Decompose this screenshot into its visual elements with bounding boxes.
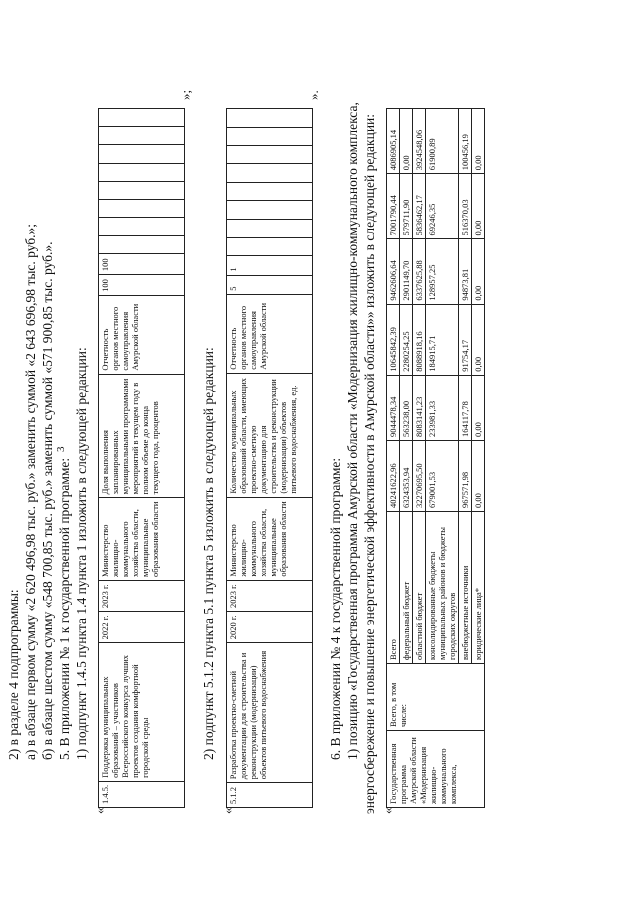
text-line-1: 2) в разделе 4 подпрограммы:: [6, 589, 21, 760]
funding-label: федеральный бюджет: [400, 512, 413, 664]
empty-cell: [227, 182, 313, 200]
executor: Министерство жилищно-коммунального хозяйства области, муниципальные образования области: [99, 498, 185, 581]
row-number: 1.4.5.: [99, 781, 185, 807]
funding-label: консолидированные бюджеты муниципальных районов и бюджеты городских округов: [426, 512, 459, 664]
funding-label: внебюджетные источники: [459, 512, 472, 664]
open-quote-1: «: [92, 807, 107, 814]
rotated-content: [6, 10, 606, 900]
report-source: Отчетность органов местного самоуправления Амурской области: [227, 294, 313, 373]
empty-cell: [227, 201, 313, 219]
funding-value: 69246,35: [426, 174, 459, 239]
empty-cell: [227, 238, 313, 256]
text-line-9: энергосбережение и повышение энергетической эффективности в Амурской области»» изложить в следующей редакции:: [362, 113, 377, 814]
funding-value: 5836462,17: [413, 174, 426, 239]
empty-cell: [227, 145, 313, 163]
table-subitem-1-4-5: [98, 108, 185, 808]
empty-cell: [99, 236, 185, 254]
empty-cell: [99, 199, 185, 217]
close-quote-1: »;: [178, 89, 193, 100]
funding-value: 0,00: [472, 239, 485, 304]
text-line-3: б) в абзаце шестом сумму «548 700,85 тыс. руб.» заменить суммой «571 900,85 тыс. руб.».: [40, 241, 55, 760]
funding-value: 32270695,50: [413, 440, 426, 511]
funding-value: 10645842,39: [387, 304, 400, 375]
funding-value: 967571,98: [459, 440, 472, 511]
empty-cell: [99, 163, 185, 181]
text-line-4: 5. В приложении № 1 к государственной программе:: [57, 457, 72, 760]
empty-cell: [99, 181, 185, 199]
funding-value: 0,00: [472, 440, 485, 511]
empty-cell: [99, 109, 185, 127]
funding-label: Всего: [387, 512, 400, 664]
funding-value: 563238,00: [400, 375, 413, 440]
table-program-funding: [386, 108, 485, 808]
funding-value: 164117,78: [459, 375, 472, 440]
text-line-7: 6. В приложении № 4 к государственной программе:: [328, 457, 343, 760]
funding-value: 61900,89: [426, 109, 459, 174]
funding-value: 6337625,88: [413, 239, 426, 304]
table-subitem-5-1-2: [226, 108, 313, 808]
text-line-2: а) в абзаце первом сумму «2 620 496,98 тыс. руб.» заменить суммой «2 643 696,98 тыс. руб.»;: [23, 223, 38, 760]
indicator: Доля выполнения запланированных муниципальными программами мероприятий в текущем году в полном объеме до конца текущего года, процентов: [99, 374, 185, 498]
value-1: 5: [227, 275, 313, 294]
funding-value: 128957,25: [426, 239, 459, 304]
funding-value: 516370,03: [459, 174, 472, 239]
empty-cell: [227, 164, 313, 182]
text-line-8: 1) позицию «Государственная программа Амурской области «Модернизация жилищно-коммунального комплекса,: [345, 102, 360, 760]
funding-label: юридические лица*: [472, 512, 485, 664]
empty-cell: [99, 145, 185, 163]
funding-value: 233981,33: [426, 375, 459, 440]
report-source: Отчетность органов местного самоуправления Амурской области: [99, 295, 185, 374]
empty-cell: [227, 127, 313, 145]
empty-cell: [227, 219, 313, 237]
funding-value: 0,00: [472, 109, 485, 174]
empty-cell: [99, 218, 185, 236]
event-name: Разработка проектно-сметной документации для строительства и реконструкции (модернизации) объектов питьевого водоснабжения: [227, 643, 313, 783]
indicator: Количество муниципальных образований области, имеющих проектно-сметную документацию для строительства и реконструкции (модернизации) объектов питьевого водоснабжения, ед.: [227, 373, 313, 497]
funding-value: 2280254,25: [400, 304, 413, 375]
funding-value: 0,00: [472, 174, 485, 239]
funding-value: 94873,81: [459, 239, 472, 304]
funding-value: 9462606,64: [387, 239, 400, 304]
funding-value: 0,00: [472, 375, 485, 440]
funding-value: 3924548,06: [413, 109, 426, 174]
start-year: 2022 г.: [99, 612, 185, 643]
funding-value: 40241622,96: [387, 440, 400, 511]
funding-value: 100456,19: [459, 109, 472, 174]
funding-value: 679001,53: [426, 440, 459, 511]
funding-value: 7001790,44: [387, 174, 400, 239]
funding-value: 91754,17: [459, 304, 472, 375]
event-name: Поддержка муниципальных образований – участников Всероссийского конкурса лучших проектов создания комфортной городской среды: [99, 643, 185, 782]
start-year: 2020 г.: [227, 611, 313, 642]
value-2: 1: [227, 256, 313, 275]
empty-cell: [227, 109, 313, 128]
funding-value: 184915,71: [426, 304, 459, 375]
open-quote-2: «: [220, 807, 235, 814]
empty-cell: [99, 127, 185, 145]
executor: Министерство жилищно-коммунального хозяйства области, муниципальные образования области: [227, 497, 313, 580]
open-quote-3: «: [380, 807, 395, 814]
funding-value: 8083141,23: [413, 375, 426, 440]
funding-value: 579711,90: [400, 174, 413, 239]
total-label: Всего, в том числе:: [387, 664, 485, 731]
program-name: Государственная программа Амурской области «Модернизация жилищно-коммунального комплекса,: [387, 731, 485, 808]
funding-label: областной бюджет: [413, 512, 426, 664]
funding-value: 4086905,14: [387, 109, 400, 174]
page-number: 3: [55, 446, 67, 452]
funding-value: 6324353,94: [400, 440, 413, 511]
funding-value: 9044478,34: [387, 375, 400, 440]
end-year: 2023 г.: [99, 580, 185, 611]
text-line-5: 1) подпункт 1.4.5 пункта 1.4 пункта 1 изложить в следующей редакции:: [74, 347, 89, 760]
end-year: 2023 г.: [227, 580, 313, 611]
close-quote-2: ».: [306, 90, 321, 100]
funding-value: 0,00: [400, 109, 413, 174]
funding-value: 2901149,70: [400, 239, 413, 304]
text-line-6: 2) подпункт 5.1.2 пункта 5.1 пункта 5 изложить в следующей редакции:: [201, 347, 216, 760]
funding-value: 0,00: [472, 304, 485, 375]
row-number: 5.1.2: [227, 783, 313, 808]
funding-value: 8088918,16: [413, 304, 426, 375]
value-2: 100: [99, 254, 185, 275]
value-1: 100: [99, 275, 185, 296]
